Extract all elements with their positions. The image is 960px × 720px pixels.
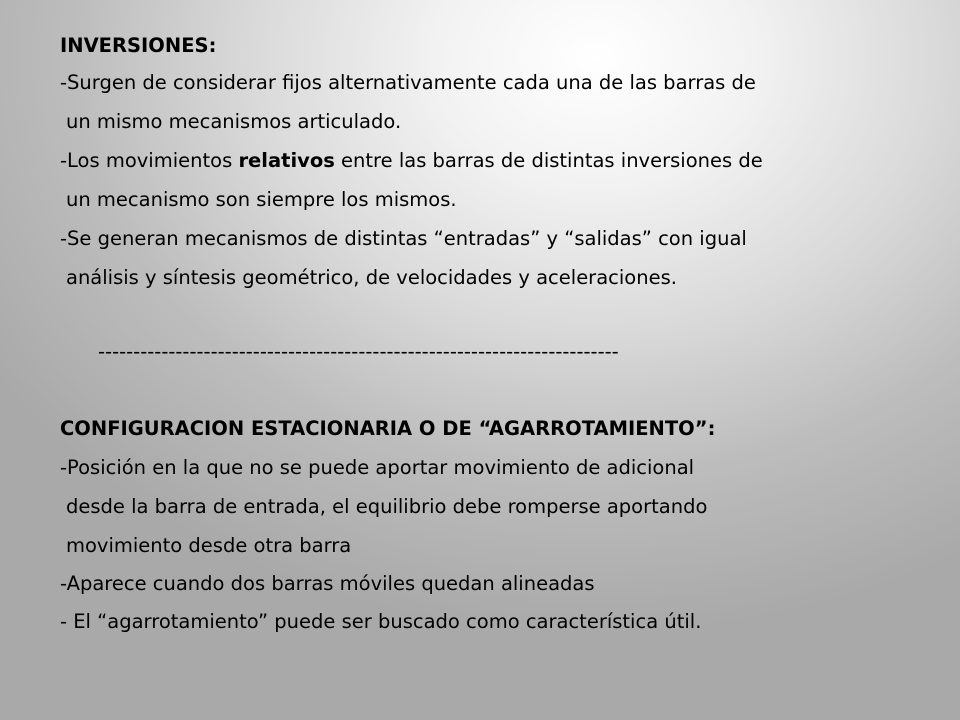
inversiones-line-2: un mismo mecanismos articulado. [66, 110, 402, 133]
inversiones-line-4: un mecanismo son siempre los mismos. [66, 188, 457, 211]
configuracion-line-5: - El “agarrotamiento” puede ser buscado como característica útil. [60, 610, 702, 633]
inversiones-heading: INVERSIONES: [60, 34, 217, 57]
inversiones-line-3-end: entre las barras de distintas inversiones de [334, 149, 763, 172]
configuracion-line-2: desde la barra de entrada, el equilibrio debe romperse aportando [66, 495, 708, 518]
inversiones-line-1: -Surgen de considerar fijos alternativamente cada una de las barras de [60, 71, 756, 94]
configuracion-heading: CONFIGURACION ESTACIONARIA O DE “AGARROTAMIENTO”: [60, 417, 716, 440]
configuracion-line-3: movimiento desde otra barra [66, 534, 352, 557]
inversiones-line-3 [60, 149, 763, 173]
configuracion-line-4: -Aparece cuando dos barras móviles quedan alineadas [60, 572, 595, 595]
inversiones-line-3-start: -Los movimientos [60, 149, 239, 172]
inversiones-line-5: -Se generan mecanismos de distintas “entradas” y “salidas” con igual [60, 227, 747, 250]
relativos-bold-text: relativos [238, 149, 335, 172]
section-separator: -------------------------------------------------------------------------- [98, 340, 619, 363]
inversiones-line-6: análisis y síntesis geométrico, de velocidades y aceleraciones. [66, 266, 677, 289]
configuracion-line-1: -Posición en la que no se puede aportar movimiento de adicional [60, 456, 695, 479]
